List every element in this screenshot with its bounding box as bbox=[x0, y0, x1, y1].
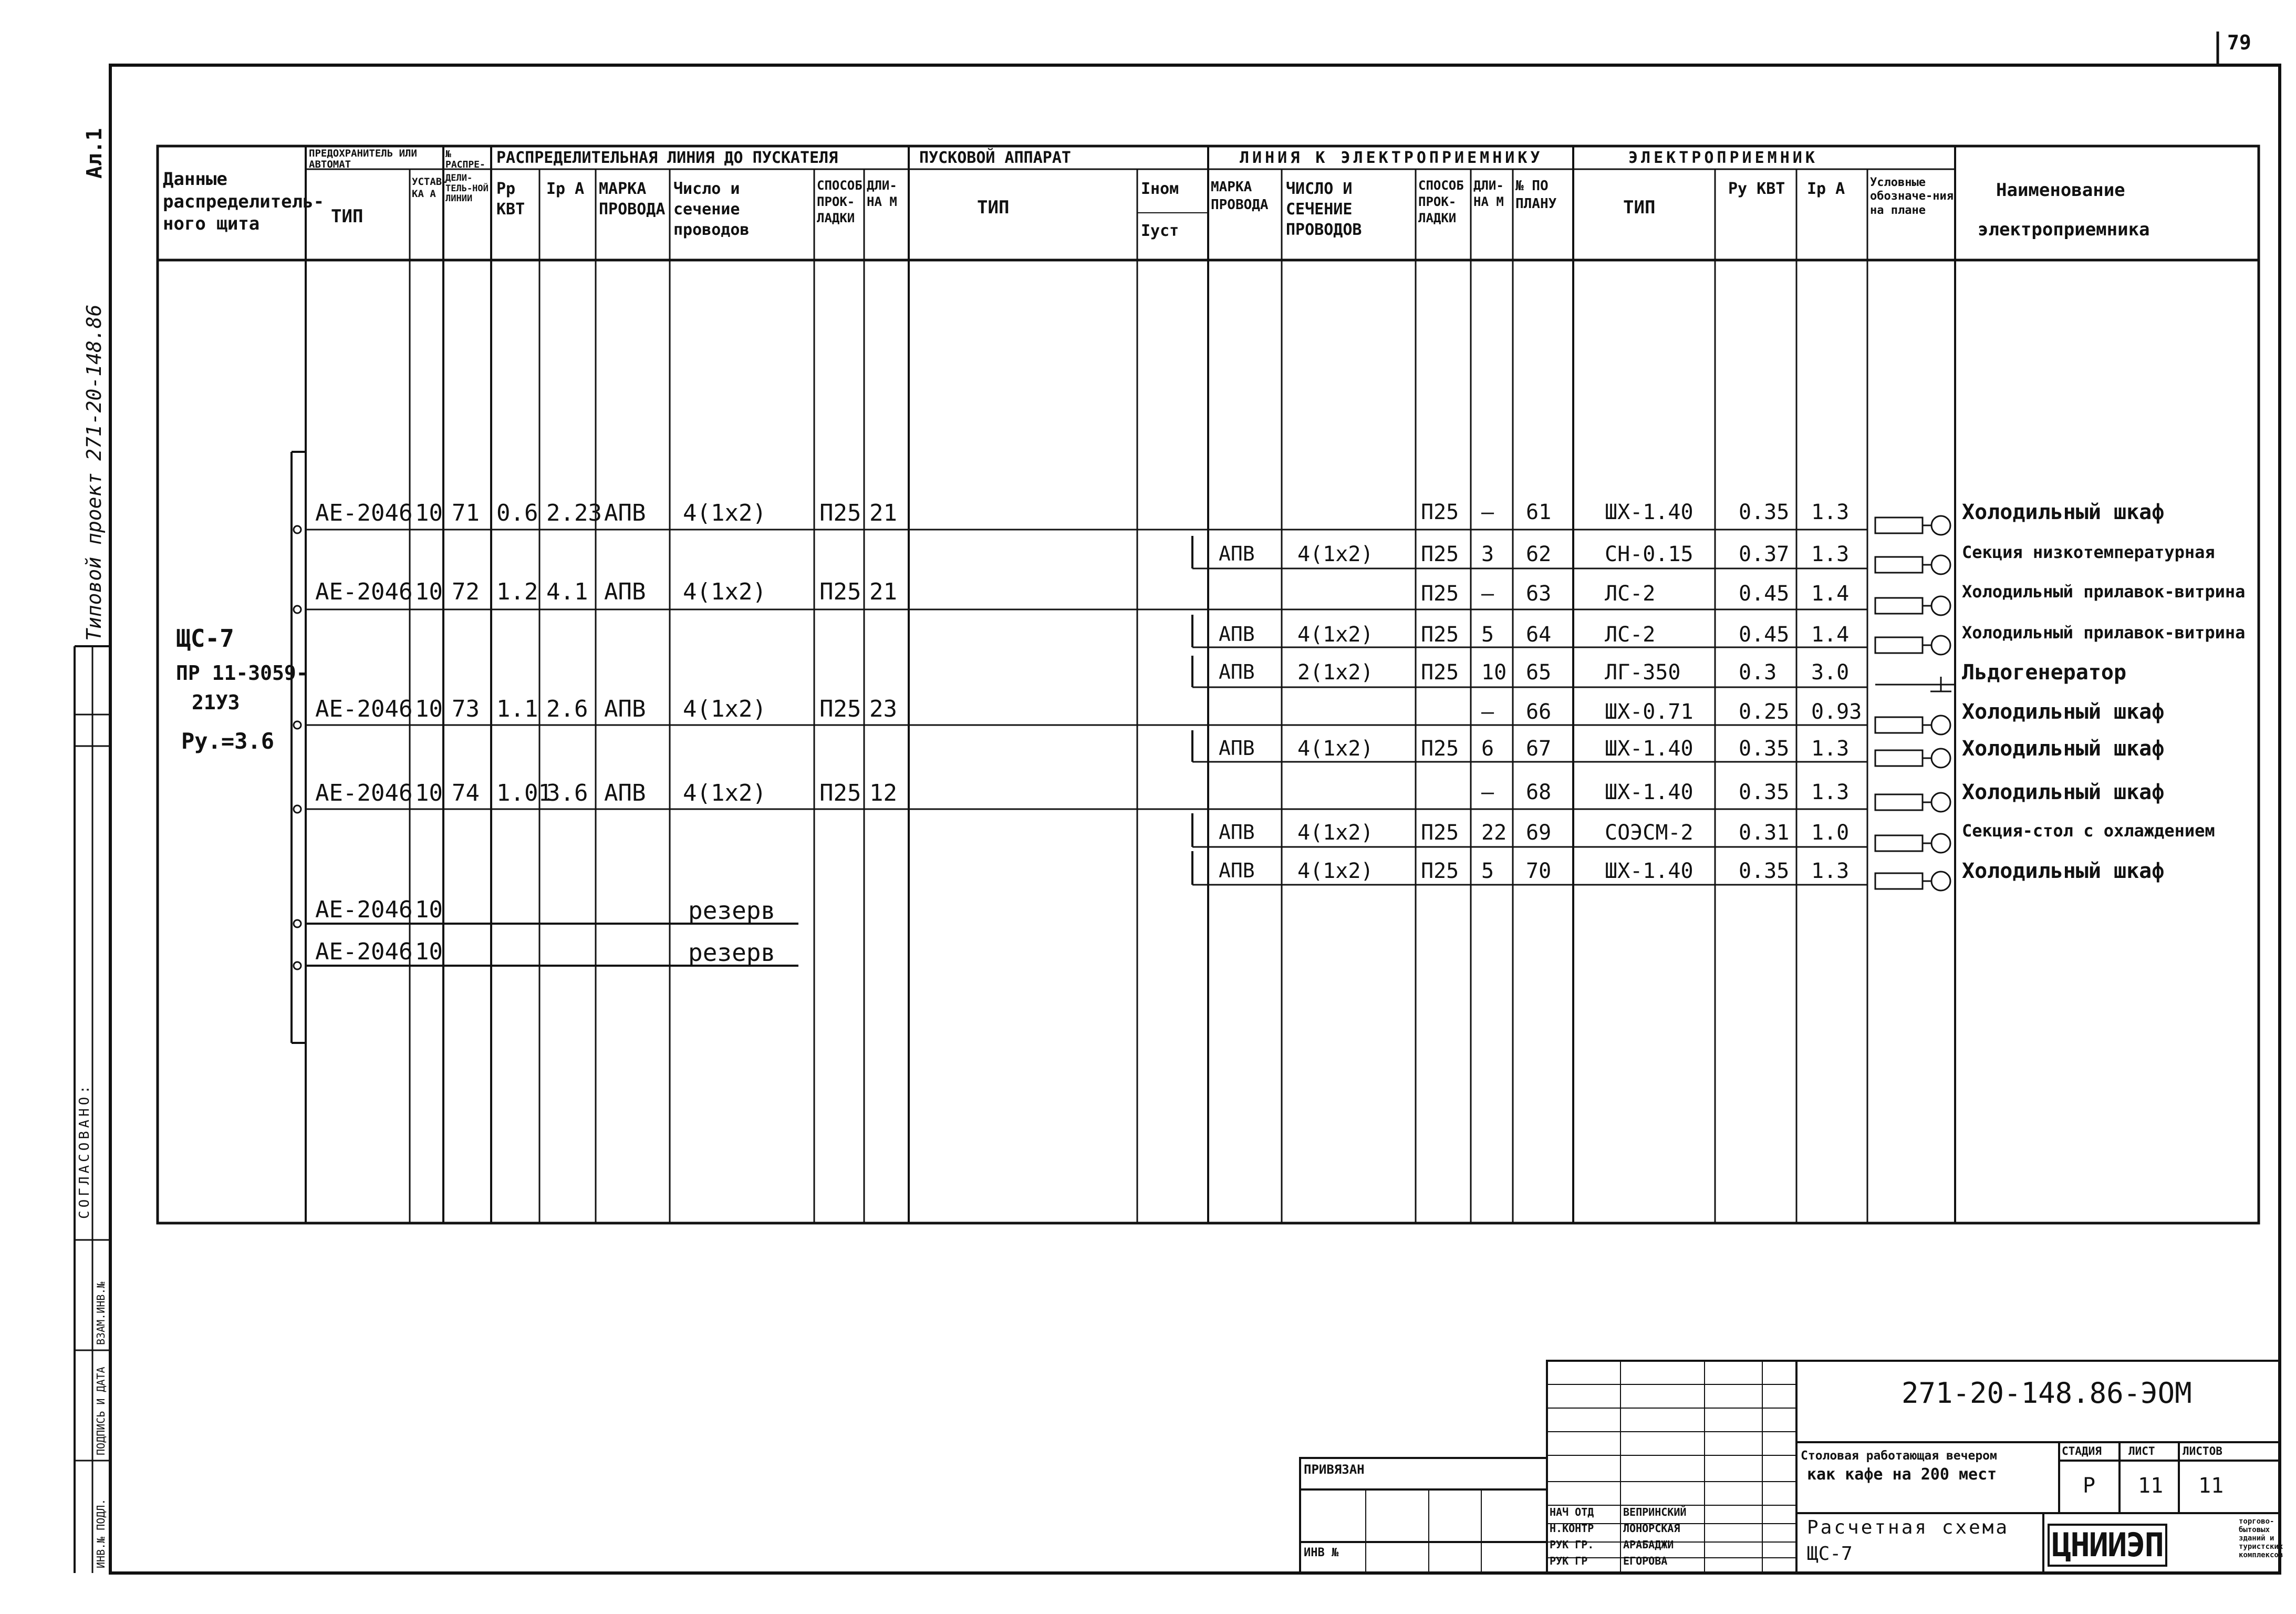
dist-brand: АПВ bbox=[604, 578, 646, 605]
recv-laying: П25 bbox=[1421, 582, 1459, 606]
recv-wire-count: 4(1х2) bbox=[1297, 542, 1374, 566]
recv-type: СОЭСМ-2 bbox=[1605, 821, 1694, 845]
dist-wire-count: 4(1х2) bbox=[683, 696, 766, 722]
recv-wire-count: 4(1х2) bbox=[1297, 821, 1374, 845]
recv-py: 0.45 bbox=[1739, 623, 1790, 647]
header-name-line1: Наименование bbox=[1996, 180, 2125, 201]
sheets-header: ЛИСТОВ bbox=[2183, 1445, 2222, 1457]
recv-name: Холодильный шкаф bbox=[1962, 700, 2165, 724]
soglasovano-label: СОГЛАСОВАНО: bbox=[77, 1082, 92, 1219]
sheet-header: ЛИСТ bbox=[2128, 1445, 2155, 1457]
dist-ip: 2.23 bbox=[546, 500, 602, 526]
signer-role: НАЧ ОТД bbox=[1550, 1506, 1594, 1518]
org-name: торгово- бытовых зданий и туристских комплексов bbox=[2239, 1517, 2283, 1560]
recv-type: ШХ-1.40 bbox=[1605, 500, 1694, 524]
podpis-data-label: ПОДПИСЬ И ДАТА bbox=[95, 1367, 107, 1455]
recv-laying: П25 bbox=[1421, 500, 1459, 524]
header-plan-no: № ПО ПЛАНУ bbox=[1515, 178, 1557, 212]
dist-length: 12 bbox=[869, 780, 897, 806]
recv-name: Холодильный шкаф bbox=[1962, 737, 2165, 761]
recv-length: 10 bbox=[1481, 660, 1507, 685]
recv-brand: АПВ bbox=[1219, 859, 1255, 882]
dist-pp: 1.01 bbox=[496, 780, 552, 806]
recv-ip: 1.4 bbox=[1811, 623, 1850, 647]
recv-wire-count: 2(1х2) bbox=[1297, 660, 1374, 685]
header-starter-group: ПУСКОВОЙ АППАРАТ bbox=[919, 149, 1071, 167]
recv-py: 0.35 bbox=[1739, 780, 1790, 804]
dist-type: АЕ-2046 bbox=[315, 500, 413, 526]
recv-name: Секция-стол с охлаждением bbox=[1962, 821, 2215, 841]
header-py: Ру КВТ bbox=[1728, 180, 1785, 198]
recv-ip: 1.3 bbox=[1811, 780, 1850, 804]
drawing-line2: ЩС-7 bbox=[1807, 1543, 1853, 1565]
recv-ip: 1.3 bbox=[1811, 737, 1850, 761]
header-name-line2: электроприемника bbox=[1978, 219, 2150, 240]
recv-laying: П25 bbox=[1421, 660, 1459, 685]
recv-plan-no: 69 bbox=[1526, 821, 1552, 845]
dist-ip: 4.1 bbox=[546, 578, 588, 605]
header-fuse-setting: УСТАВ-КА А bbox=[412, 176, 448, 200]
org-logo: ЦНИИЭП bbox=[2048, 1524, 2167, 1567]
recv-py: 0.35 bbox=[1739, 737, 1790, 761]
dist-length: 21 bbox=[869, 500, 897, 526]
recv-wire-count: 4(1х2) bbox=[1297, 737, 1374, 761]
header-receiver-group: ЭЛЕКТРОПРИЕМНИК bbox=[1628, 149, 1818, 167]
object-line2: как кафе на 200 мест bbox=[1807, 1465, 1997, 1484]
recv-name: Холодильный шкаф bbox=[1962, 780, 2165, 804]
header-panel: Данные распределитель-ного щита bbox=[163, 169, 325, 234]
recv-length: 22 bbox=[1481, 821, 1507, 845]
dist-pp: 0.6 bbox=[496, 500, 538, 526]
sheets-value: 11 bbox=[2198, 1474, 2224, 1498]
dist-brand: АПВ bbox=[604, 500, 646, 526]
header-symbol: Условные обозначе-ния на плане bbox=[1870, 176, 1954, 217]
recv-ip: 1.0 bbox=[1811, 821, 1850, 845]
recv-laying: П25 bbox=[1421, 821, 1459, 845]
dist-type: АЕ-2046 bbox=[315, 696, 413, 722]
dist-line-no: 72 bbox=[452, 578, 480, 605]
recv-ip: 1.3 bbox=[1811, 542, 1850, 566]
recv-laying: П25 bbox=[1421, 859, 1459, 883]
recv-type: ЛГ-350 bbox=[1605, 660, 1681, 685]
header-recv-wire-brand: МАРКА ПРОВОДА bbox=[1211, 179, 1269, 213]
recv-plan-no: 63 bbox=[1526, 582, 1552, 606]
recv-length: 3 bbox=[1481, 542, 1494, 566]
recv-length: – bbox=[1481, 780, 1494, 804]
header-recv-type: ТИП bbox=[1623, 197, 1656, 218]
doc-code: 271-20-148.86-ЭОМ bbox=[1902, 1377, 2192, 1410]
recv-wire-count: 4(1х2) bbox=[1297, 859, 1374, 883]
signer-role: Н.КОНТР bbox=[1550, 1522, 1594, 1535]
recv-brand: АПВ bbox=[1219, 542, 1255, 565]
recv-ip: 0.93 bbox=[1811, 700, 1862, 724]
signer-name: АРАБАДЖИ bbox=[1623, 1538, 1674, 1551]
dist-line-no: 71 bbox=[452, 500, 480, 526]
dist-setting: 10 bbox=[415, 696, 443, 722]
dist-brand: АПВ bbox=[604, 780, 646, 806]
vzam-inv-label: ВЗАМ.ИНВ.№ bbox=[95, 1281, 107, 1345]
recv-type: ШХ-1.40 bbox=[1605, 780, 1694, 804]
dist-wire-count: резерв bbox=[688, 896, 776, 925]
recv-plan-no: 61 bbox=[1526, 500, 1552, 524]
recv-plan-no: 70 bbox=[1526, 859, 1552, 883]
recv-type: ШХ-1.40 bbox=[1605, 859, 1694, 883]
dist-ip: 3.6 bbox=[546, 780, 588, 806]
page-number: 79 bbox=[2227, 31, 2251, 54]
dist-setting: 10 bbox=[415, 896, 443, 923]
recv-plan-no: 66 bbox=[1526, 700, 1552, 724]
dist-laying: П25 bbox=[819, 780, 861, 806]
dist-setting: 10 bbox=[415, 500, 443, 526]
inv-podl-label: ИНВ.№ ПОДЛ. bbox=[95, 1498, 107, 1568]
header-line-no-group: № РАСПРЕ- bbox=[445, 149, 485, 170]
header-wire-brand: МАРКА ПРОВОДА bbox=[599, 180, 666, 219]
header-dist-line-group: РАСПРЕДЕЛИТЕЛЬНАЯ ЛИНИЯ ДО ПУСКАТЕЛЯ bbox=[496, 149, 838, 167]
recv-name: Холодильный прилавок-витрина bbox=[1962, 623, 2246, 643]
header-pp: Рр КВТ bbox=[496, 180, 525, 219]
recv-name: Холодильный прилавок-витрина bbox=[1962, 582, 2246, 602]
recv-type: ЛС-2 bbox=[1605, 582, 1656, 606]
dist-pp: 1.1 bbox=[496, 696, 538, 722]
stage-value: Р bbox=[2083, 1474, 2096, 1498]
recv-brand: АПВ bbox=[1219, 660, 1255, 684]
recv-plan-no: 62 bbox=[1526, 542, 1552, 566]
recv-ip: 1.4 bbox=[1811, 582, 1850, 606]
object-line1: Столовая работающая вечером bbox=[1801, 1449, 1997, 1463]
recv-laying: П25 bbox=[1421, 737, 1459, 761]
side-project-label: Типовой проект 271-20-148.86 bbox=[82, 304, 106, 641]
header-wire-count: Число и сечение проводов bbox=[673, 180, 750, 239]
recv-laying: П25 bbox=[1421, 623, 1459, 647]
recv-plan-no: 65 bbox=[1526, 660, 1552, 685]
dist-pp: 1.2 bbox=[496, 578, 538, 605]
header-fuse-type: ТИП bbox=[331, 206, 363, 227]
panel-code-line2: 21У3 bbox=[192, 691, 240, 714]
recv-py: 0.3 bbox=[1739, 660, 1777, 685]
dist-length: 23 bbox=[869, 696, 897, 722]
header-length: ДЛИ-НА М bbox=[867, 178, 897, 210]
dist-setting: 10 bbox=[415, 938, 443, 965]
signer-role: РУК ГР bbox=[1550, 1555, 1588, 1567]
recv-ip: 3.0 bbox=[1811, 660, 1850, 685]
header-laying: СПОСОБ ПРОК-ЛАДКИ bbox=[817, 178, 863, 226]
recv-name: Секция низкотемпературная bbox=[1962, 542, 2215, 562]
recv-py: 0.25 bbox=[1739, 700, 1790, 724]
recv-py: 0.31 bbox=[1739, 821, 1790, 845]
recv-py: 0.35 bbox=[1739, 500, 1790, 524]
header-recv-length: ДЛИ-НА М bbox=[1473, 178, 1504, 210]
recv-plan-no: 68 bbox=[1526, 780, 1552, 804]
header-fuse-group: ПРЕДОХРАНИТЕЛЬ ИЛИ АВТОМАТ bbox=[309, 148, 417, 170]
recv-ip: 1.3 bbox=[1811, 859, 1850, 883]
header-recv-wire-count: ЧИСЛО И СЕЧЕНИЕ ПРОВОДОВ bbox=[1286, 180, 1362, 239]
recv-length: – bbox=[1481, 700, 1494, 724]
recv-plan-no: 67 bbox=[1526, 737, 1552, 761]
sheet-value: 11 bbox=[2138, 1474, 2164, 1498]
signer-name: ЕГОРОВА bbox=[1623, 1555, 1668, 1567]
signer-role: РУК ГР. bbox=[1550, 1538, 1594, 1551]
dist-wire-count: 4(1х2) bbox=[683, 500, 766, 526]
dist-wire-count: 4(1х2) bbox=[683, 780, 766, 806]
dist-type: АЕ-2046 bbox=[315, 896, 413, 923]
recv-name: Холодильный шкаф bbox=[1962, 500, 2165, 524]
header-recv-laying: СПОСОБ ПРОК-ЛАДКИ bbox=[1418, 178, 1464, 226]
dist-length: 21 bbox=[869, 578, 897, 605]
recv-py: 0.35 bbox=[1739, 859, 1790, 883]
header-line-no: ДЕЛИ-ТЕЛЬ-НОЙ ЛИНИИ bbox=[445, 173, 489, 204]
recv-type: СН-0.15 bbox=[1605, 542, 1694, 566]
recv-length: – bbox=[1481, 582, 1494, 606]
dist-laying: П25 bbox=[819, 500, 861, 526]
panel-power: Ру.=3.6 bbox=[181, 728, 275, 754]
dist-setting: 10 bbox=[415, 780, 443, 806]
signer-name: ЛОНОРСКАЯ bbox=[1623, 1522, 1680, 1535]
recv-wire-count: 4(1х2) bbox=[1297, 623, 1374, 647]
privyazan-label: ПРИВЯЗАН bbox=[1304, 1462, 1365, 1477]
dist-line-no: 73 bbox=[452, 696, 480, 722]
drawing-line1: Расчетная схема bbox=[1807, 1517, 2010, 1538]
recv-length: – bbox=[1481, 500, 1494, 524]
recv-length: 6 bbox=[1481, 737, 1494, 761]
recv-length: 5 bbox=[1481, 859, 1494, 883]
panel-name: ЩС-7 bbox=[176, 624, 234, 653]
header-inom: Iном bbox=[1141, 180, 1179, 198]
dist-setting: 10 bbox=[415, 578, 443, 605]
panel-code-line1: ПР 11-3059- bbox=[176, 661, 308, 685]
recv-py: 0.45 bbox=[1739, 582, 1790, 606]
dist-wire-count: 4(1х2) bbox=[683, 578, 766, 605]
recv-type: ЛС-2 bbox=[1605, 623, 1656, 647]
header-ip: Iр А bbox=[546, 180, 585, 198]
dist-type: АЕ-2046 bbox=[315, 938, 413, 965]
recv-name: Льдогенератор bbox=[1962, 660, 2127, 685]
header-starter-type: ТИП bbox=[977, 197, 1010, 218]
recv-ip: 1.3 bbox=[1811, 500, 1850, 524]
dist-laying: П25 bbox=[819, 578, 861, 605]
dist-line-no: 74 bbox=[452, 780, 480, 806]
header-ipr: Iр А bbox=[1807, 180, 1845, 198]
sheet-label: Ал.1 bbox=[82, 128, 107, 179]
recv-plan-no: 64 bbox=[1526, 623, 1552, 647]
recv-py: 0.37 bbox=[1739, 542, 1790, 566]
dist-brand: АПВ bbox=[604, 696, 646, 722]
dist-laying: П25 bbox=[819, 696, 861, 722]
header-recv-line-group: ЛИНИЯ К ЭЛЕКТРОПРИЕМНИКУ bbox=[1240, 149, 1543, 167]
dist-type: АЕ-2046 bbox=[315, 780, 413, 806]
recv-brand: АПВ bbox=[1219, 623, 1255, 646]
recv-name: Холодильный шкаф bbox=[1962, 859, 2165, 883]
signer-name: ВЕПРИНСКИЙ bbox=[1623, 1506, 1687, 1518]
recv-length: 5 bbox=[1481, 623, 1494, 647]
recv-type: ШХ-0.71 bbox=[1605, 700, 1694, 724]
inv-no-label: ИНВ № bbox=[1304, 1546, 1339, 1559]
header-iust: Iуст bbox=[1141, 222, 1179, 240]
dist-wire-count: резерв bbox=[688, 938, 776, 967]
recv-brand: АПВ bbox=[1219, 821, 1255, 844]
recv-brand: АПВ bbox=[1219, 737, 1255, 760]
dist-type: АЕ-2046 bbox=[315, 578, 413, 605]
recv-laying: П25 bbox=[1421, 542, 1459, 566]
dist-ip: 2.6 bbox=[546, 696, 588, 722]
stage-header: СТАДИЯ bbox=[2062, 1445, 2102, 1457]
recv-type: ШХ-1.40 bbox=[1605, 737, 1694, 761]
